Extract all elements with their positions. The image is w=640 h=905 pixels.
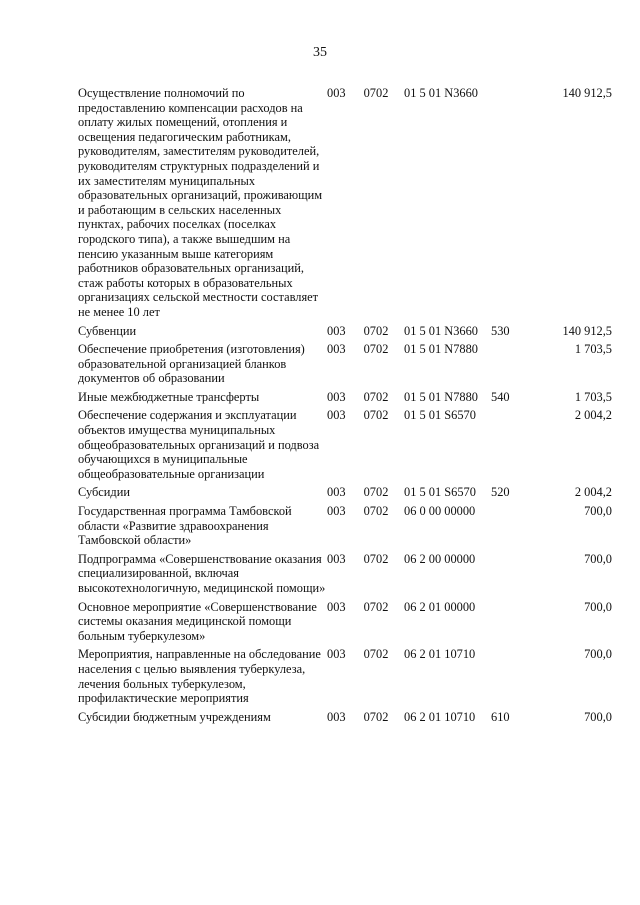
row-subsection-code: 02 (376, 389, 389, 404)
row-subsection-code: 02 (376, 709, 389, 724)
row-name: Государственная программа Тамбовской области «Развитие здравоохранения Тамбовской области» (78, 504, 292, 548)
table-row (78, 647, 612, 709)
row-expense-type-code: 530 (491, 323, 510, 338)
row-name: Субсидии (78, 485, 130, 500)
row-name: Обеспечение содержания и эксплуатации объектов имущества муниципальных общеобразовательных организаций и подвоза обучающихся в муниципальные общеобразовательные организации (78, 408, 320, 481)
row-name: Субвенции (78, 323, 137, 338)
row-section-code: 07 (363, 342, 376, 357)
row-ministry-code: 003 (327, 86, 346, 100)
row-ministry-code: 003 (327, 504, 346, 519)
row-subsection-code: 02 (376, 551, 389, 566)
row-amount: 1 703,5 (574, 342, 612, 357)
row-amount: 2 004,2 (574, 408, 612, 423)
row-name: Обеспечение приобретения (изготовления) образовательной организацией бланков документов об образовании (78, 342, 305, 386)
table-row (78, 324, 612, 343)
row-section-code: 07 (363, 647, 376, 662)
row-target-article-code: 06 0 00 00000 (404, 504, 476, 519)
row-expense-type-code (491, 342, 521, 390)
row-name: Осуществление полномочий по предоставлению компенсации расходов на оплату жилых помещений, отопления и освещения педагогическим работникам, руководителям, заместителям руководителей, руководителям структурных подразделений и их заместителям муниципальных образовательных организаций, проживающим и работающим в сельских населенных пунктах, рабочих поселках (поселках городского типа), а также вышедшим на пенсию указанным выше категориям работников образовательных организаций, стаж работы которых в образовательных организациях сельской местности составляет не менее 10 лет (78, 86, 323, 319)
row-subsection-code: 02 (376, 485, 389, 500)
budget-table-body (78, 86, 612, 728)
table-row (78, 710, 612, 729)
row-target-article-code: 01 5 01 S6570 (404, 408, 476, 423)
table-row (78, 408, 612, 485)
row-ministry-code: 003 (327, 647, 346, 662)
row-name: Мероприятия, направленные на обследование населения с целью выявления туберкулеза, лечения больных туберкулезом, профилактические мероприятия (78, 647, 321, 706)
row-amount: 140 912,5 (562, 86, 612, 100)
row-amount: 700,0 (584, 599, 612, 614)
row-target-article-code: 06 2 01 10710 (404, 709, 476, 724)
row-amount: 700,0 (584, 709, 612, 724)
row-ministry-code: 003 (327, 342, 346, 357)
row-subsection-code: 02 (376, 599, 389, 614)
row-amount: 700,0 (584, 551, 612, 566)
row-target-article-code: 01 5 01 S6570 (404, 485, 476, 500)
row-target-article-code: 01 5 01 N7880 (404, 342, 478, 357)
table-row (78, 504, 612, 552)
table-row (78, 390, 612, 409)
row-subsection-code: 02 (376, 86, 389, 100)
row-ministry-code: 003 (327, 323, 346, 338)
table-row (78, 600, 612, 648)
row-section-code: 07 (363, 485, 376, 500)
row-target-article-code: 01 5 01 N3660 (404, 323, 478, 338)
row-expense-type-code: 520 (491, 485, 510, 500)
table-row (78, 342, 612, 390)
row-amount: 700,0 (584, 504, 612, 519)
row-ministry-code: 003 (327, 389, 346, 404)
row-section-code: 07 (363, 709, 376, 724)
row-section-code: 07 (363, 408, 376, 423)
row-subsection-code: 02 (376, 504, 389, 519)
row-expense-type-code (491, 504, 521, 552)
row-section-code: 07 (363, 323, 376, 338)
row-ministry-code: 003 (327, 485, 346, 500)
row-expense-type-code (491, 552, 521, 600)
row-expense-type-code (491, 647, 521, 709)
row-subsection-code: 02 (376, 647, 389, 662)
row-name: Субсидии бюджетным учреждениям (78, 709, 271, 724)
row-name: Основное мероприятие «Совершенствование системы оказания медицинской помощи больным туберкулезом» (78, 599, 317, 643)
row-target-article-code: 06 2 01 10710 (404, 647, 476, 662)
table-row (78, 86, 612, 324)
budget-table (78, 86, 612, 728)
row-amount: 140 912,5 (562, 323, 612, 338)
table-row (78, 552, 612, 600)
row-target-article-code: 01 5 01 N7880 (404, 389, 478, 404)
row-expense-type-code (491, 600, 521, 648)
row-expense-type-code: 540 (491, 389, 510, 404)
row-name: Иные межбюджетные трансферты (78, 389, 260, 404)
table-row (78, 485, 612, 504)
row-expense-type-code (491, 86, 521, 324)
row-target-article-code: 06 2 00 00000 (404, 551, 476, 566)
row-ministry-code: 003 (327, 408, 346, 423)
row-amount: 2 004,2 (574, 485, 612, 500)
row-amount: 700,0 (584, 647, 612, 662)
row-subsection-code: 02 (376, 342, 389, 357)
row-subsection-code: 02 (376, 323, 389, 338)
row-amount: 1 703,5 (574, 389, 612, 404)
row-subsection-code: 02 (376, 408, 389, 423)
row-ministry-code: 003 (327, 599, 346, 614)
row-section-code: 07 (363, 599, 376, 614)
row-section-code: 07 (363, 504, 376, 519)
row-ministry-code: 003 (327, 709, 346, 724)
row-section-code: 07 (363, 389, 376, 404)
row-expense-type-code: 610 (491, 709, 510, 724)
row-section-code: 07 (363, 551, 376, 566)
row-name: Подпрограмма «Совершенствование оказания специализированной, включая высокотехнологичную, медицинской помощи» (78, 551, 326, 595)
row-section-code: 07 (363, 86, 376, 100)
row-ministry-code: 003 (327, 551, 346, 566)
row-target-article-code: 06 2 01 00000 (404, 599, 476, 614)
page-number: 35 (313, 45, 327, 60)
row-target-article-code: 01 5 01 N3660 (404, 86, 478, 100)
row-expense-type-code (491, 408, 521, 485)
